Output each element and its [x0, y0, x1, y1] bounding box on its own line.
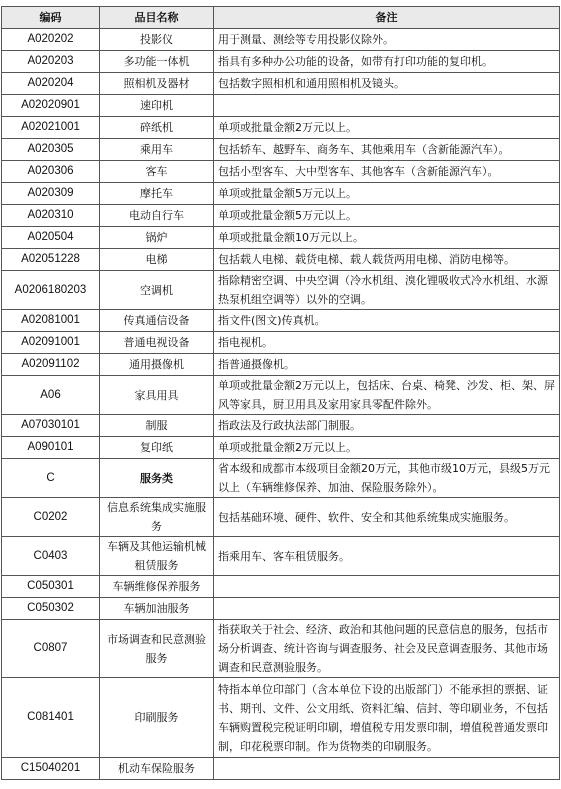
row-name: 车辆及其他运输机械租赁服务: [100, 537, 214, 576]
header-code: 编码: [2, 7, 100, 29]
row-note: 指政法及行政执法部门制服。: [214, 415, 560, 437]
row-code: A020309: [2, 183, 100, 205]
row-code: A0206180203: [2, 271, 100, 310]
row-note: 特指本单位印部门（含本单位下设的出版部门）不能承担的票据、证书、期刊、文件、公文用纸、资料汇编、信封、等印刷业务，不包括车辆购置税完税证明印刷，增值税专用发票印制，增值税普通发票印制，印花税票印制。作为货物类的印刷服务。: [214, 678, 560, 758]
row-name: 空调机: [100, 271, 214, 310]
row-name: 普通电视设备: [100, 332, 214, 354]
row-name: 服务类: [100, 459, 214, 498]
row-name: 机动车保险服务: [100, 758, 214, 780]
row-name: 印刷服务: [100, 678, 214, 758]
table-row: [2, 598, 560, 620]
row-note: 单项或批量金额10万元以上。: [214, 227, 560, 249]
row-note: 单项或批量金额2万元以上，包括床、台桌、椅凳、沙发、柜、架、屏风等家具，厨卫用具及家用家具零配件除外。: [214, 376, 560, 415]
row-note: 单项或批量金额2万元以上。: [214, 437, 560, 459]
row-note: 单项或批量金额2万元以上。: [214, 117, 560, 139]
table-row: [2, 376, 560, 415]
row-code: A020305: [2, 139, 100, 161]
table-row: [2, 51, 560, 73]
table-row: [2, 271, 560, 310]
row-note: 包括载人电梯、载货电梯、载人载货两用电梯、消防电梯等。: [214, 249, 560, 271]
row-name: 电动自行车: [100, 205, 214, 227]
row-code: C0202: [2, 498, 100, 537]
row-name: 碎纸机: [100, 117, 214, 139]
row-name: 家具用具: [100, 376, 214, 415]
row-code: C050301: [2, 576, 100, 598]
row-note: 指获取关于社会、经济、政治和其他问题的民意信息的服务，包括市场分析调查、统计咨询与调查服务、社会及民意调查服务、其他市场调查和民意测验服务。: [214, 620, 560, 678]
table-row: [2, 332, 560, 354]
row-note: [214, 95, 560, 117]
row-code: A020504: [2, 227, 100, 249]
header-row: [2, 7, 560, 29]
row-name: 速印机: [100, 95, 214, 117]
row-name: 照相机及器材: [100, 73, 214, 95]
table-row: [2, 354, 560, 376]
row-code: A02091001: [2, 332, 100, 354]
row-note: 包括数字照相机和通用照相机及镜头。: [214, 73, 560, 95]
row-note: 指电视机。: [214, 332, 560, 354]
row-code: A02051228: [2, 249, 100, 271]
row-name: 信息系统集成实施服务: [100, 498, 214, 537]
table-row: [2, 29, 560, 51]
row-code: C0807: [2, 620, 100, 678]
row-code: A07030101: [2, 415, 100, 437]
row-code: C15040201: [2, 758, 100, 780]
row-note: 单项或批量金额5万元以上。: [214, 183, 560, 205]
row-code: C081401: [2, 678, 100, 758]
row-code: C: [2, 459, 100, 498]
row-note: 包括小型客车、大中型客车、其他客车（含新能源汽车）。: [214, 161, 560, 183]
row-name: 投影仪: [100, 29, 214, 51]
row-name: 锅炉: [100, 227, 214, 249]
table-row: [2, 576, 560, 598]
table-row: [2, 73, 560, 95]
row-code: A090101: [2, 437, 100, 459]
row-name: 复印纸: [100, 437, 214, 459]
row-note: 单项或批量金额5万元以上。: [214, 205, 560, 227]
header-name: 品目名称: [100, 7, 214, 29]
row-note: 指文件(图文)传真机。: [214, 310, 560, 332]
table-row: [2, 537, 560, 576]
row-code: A020204: [2, 73, 100, 95]
row-name: 多功能一体机: [100, 51, 214, 73]
row-note: 指普通摄像机。: [214, 354, 560, 376]
table-row: [2, 415, 560, 437]
row-note: 指除精密空调、中央空调（冷水机组、溴化锂吸收式冷水机组、水源热泵机组空调等）以外的空调。: [214, 271, 560, 310]
table-row: [2, 117, 560, 139]
row-note: 包括轿车、越野车、商务车、其他乘用车（含新能源汽车）。: [214, 139, 560, 161]
row-name: 客车: [100, 161, 214, 183]
row-name: 乘用车: [100, 139, 214, 161]
row-name: 传真通信设备: [100, 310, 214, 332]
row-code: C0403: [2, 537, 100, 576]
table-row: [2, 459, 560, 498]
row-code: A02081001: [2, 310, 100, 332]
row-note: [214, 598, 560, 620]
table-row: [2, 678, 560, 758]
table-row: [2, 161, 560, 183]
header-note: 备注: [214, 7, 560, 29]
row-name: 电梯: [100, 249, 214, 271]
row-code: C050302: [2, 598, 100, 620]
table-row: [2, 310, 560, 332]
table-row: [2, 249, 560, 271]
row-code: A06: [2, 376, 100, 415]
row-code: A02021001: [2, 117, 100, 139]
table-row: [2, 139, 560, 161]
row-name: 市场调查和民意测验服务: [100, 620, 214, 678]
row-name: 制服: [100, 415, 214, 437]
row-note: 用于测量、测绘等专用投影仪除外。: [214, 29, 560, 51]
row-note: 省本级和成都市本级项目金额20万元，其他市级10万元，县级5万元以上（车辆维修保养、加油、保险服务除外）。: [214, 459, 560, 498]
row-name: 车辆加油服务: [100, 598, 214, 620]
row-name: 摩托车: [100, 183, 214, 205]
row-name: 车辆维修保养服务: [100, 576, 214, 598]
table-row: [2, 758, 560, 780]
catalog-table: [1, 6, 560, 780]
table-row: [2, 620, 560, 678]
row-note: [214, 758, 560, 780]
row-code: A020306: [2, 161, 100, 183]
table-row: [2, 205, 560, 227]
row-note: 包括基础环境、硬件、软件、安全和其他系统集成实施服务。: [214, 498, 560, 537]
table-row: [2, 437, 560, 459]
row-note: 指乘用车、客车租赁服务。: [214, 537, 560, 576]
table-row: [2, 227, 560, 249]
table-row: [2, 95, 560, 117]
row-code: A02020901: [2, 95, 100, 117]
row-code: A020202: [2, 29, 100, 51]
row-code: A02091102: [2, 354, 100, 376]
row-name: 通用摄像机: [100, 354, 214, 376]
row-code: A020203: [2, 51, 100, 73]
table-row: [2, 498, 560, 537]
row-note: [214, 576, 560, 598]
table-row: [2, 183, 560, 205]
row-note: 指具有多种办公功能的设备，如带有打印功能的复印机。: [214, 51, 560, 73]
row-code: A020310: [2, 205, 100, 227]
